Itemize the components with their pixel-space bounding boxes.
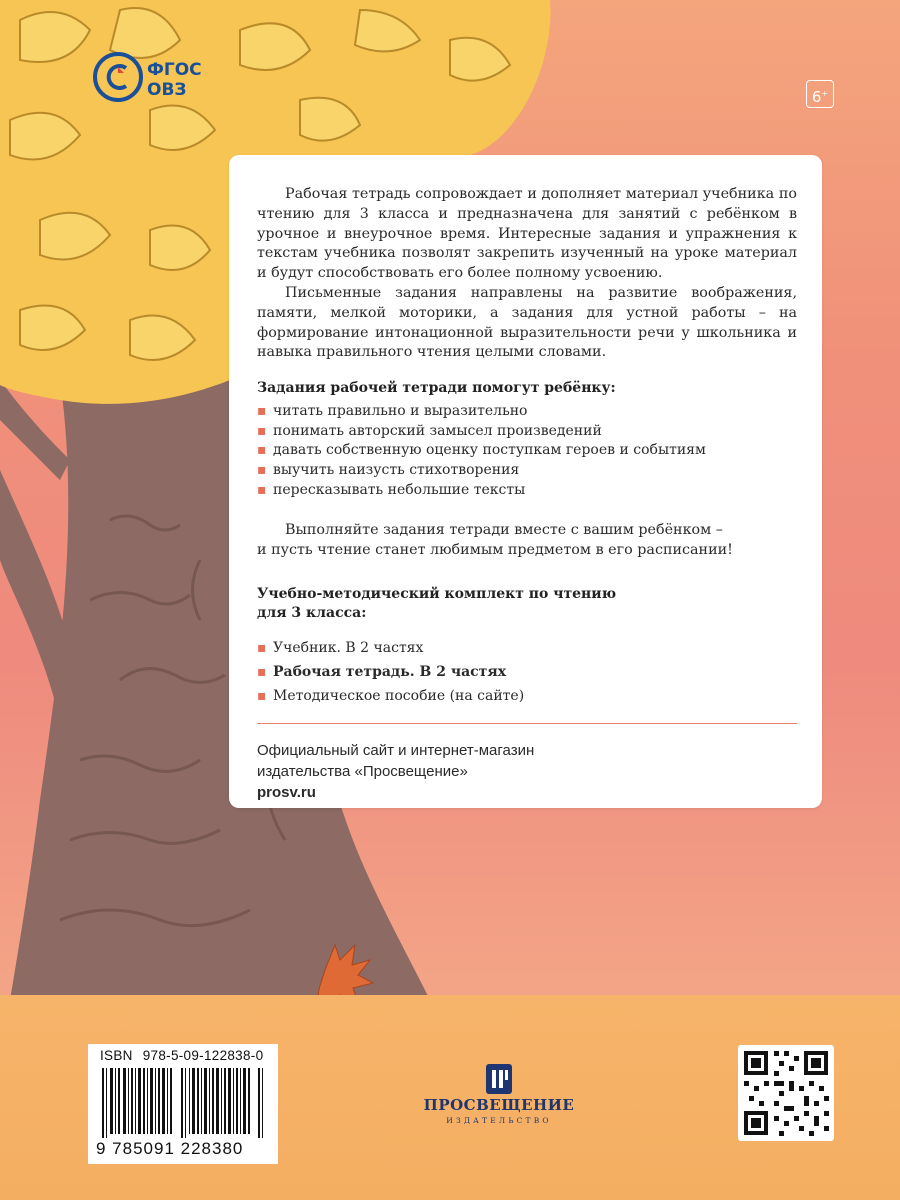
list-item-label: понимать авторский замысел произведений	[273, 422, 602, 439]
bullet-icon: ▪	[257, 688, 267, 704]
publisher-site-info	[257, 740, 534, 803]
bullet-icon: ▪	[257, 403, 267, 419]
fgos-label	[147, 60, 202, 100]
kit-item-label: Методическое пособие (на сайте)	[273, 688, 525, 704]
list-item-label: пересказывать небольшие тексты	[273, 481, 526, 498]
list-item	[257, 441, 706, 461]
publisher-name: ПРОСВЕЩЕНИЕ	[423, 1096, 575, 1114]
publisher-subtitle: ИЗДАТЕЛЬСТВО	[446, 1116, 552, 1125]
list-item	[257, 481, 706, 501]
site-line2: издательства «Просвещение»	[257, 763, 468, 780]
kit-heading-line2: для 3 класса:	[257, 605, 367, 621]
bullet-icon: ▪	[257, 422, 267, 439]
bullet-icon: ▪	[257, 640, 267, 656]
closing-line2: и пусть чтение станет любимым предметом в его расписании!	[257, 542, 733, 558]
bullet-icon: ▪	[257, 664, 267, 680]
qr-code	[738, 1045, 834, 1141]
intro-paragraph: Рабочая тетрадь сопровождает и дополняет материал учебника по чтению для 3 класса и предназначена для занятий с ребёнком в урочное и внеурочное время. Интересные задания и упражнения к текстам учебника позволят закрепить изученный на уроке материал и будут способствовать его более полному усвоению.	[257, 186, 797, 282]
kit-heading-line1: Учебно-методический комплект по чтению	[257, 586, 617, 602]
list-item	[257, 660, 524, 684]
isbn-label: ISBN	[100, 1048, 133, 1063]
list-item-label: давать собственную оценку поступкам героев и событиям	[273, 442, 706, 459]
barcode-digits: 9 785091 228380	[96, 1139, 244, 1158]
isbn-barcode	[88, 1044, 278, 1164]
fgos-logo-icon	[93, 52, 143, 102]
divider	[257, 723, 797, 724]
description-panel	[229, 155, 822, 808]
publisher-emblem-icon	[412, 1062, 586, 1096]
site-url-link[interactable]: prosv.ru	[257, 784, 316, 801]
list-item	[257, 461, 706, 481]
bullet-icon: ▪	[257, 481, 267, 498]
age-rating-badge	[806, 80, 834, 108]
kit-heading	[257, 585, 616, 623]
list-item	[257, 636, 524, 660]
fgos-line2: ОВЗ	[147, 80, 187, 100]
fgos-line1: ФГОС	[147, 60, 202, 80]
list-item	[257, 422, 706, 442]
list-item	[257, 684, 524, 708]
publisher-logo	[412, 1062, 586, 1142]
bullet-icon: ▪	[257, 462, 267, 479]
help-heading: Задания рабочей тетради помогут ребёнку:	[257, 380, 616, 396]
list-item-label: выучить наизусть стихотворения	[273, 462, 520, 479]
kit-item-label: Рабочая тетрадь. В 2 частях	[273, 664, 507, 680]
site-line1: Официальный сайт и интернет-магазин	[257, 742, 535, 759]
help-list	[257, 402, 706, 501]
kit-item-label: Учебник. В 2 частях	[273, 640, 424, 656]
age-plus: +	[821, 89, 829, 98]
list-item	[257, 402, 706, 422]
fgos-badge	[93, 52, 213, 112]
kit-list	[257, 636, 524, 708]
bullet-icon: ▪	[257, 442, 267, 459]
qr-code-icon	[738, 1045, 834, 1141]
closing-line1: Выполняйте задания тетради вместе с вашим ребёнком –	[285, 522, 723, 538]
tasks-paragraph: Письменные задания направлены на развитие воображения, памяти, мелкой моторики, а задания для устной работы – на формирование интонационной выразительности речи у школьника и навыка правильного чтения целыми словами.	[257, 285, 797, 361]
closing-paragraph	[257, 520, 797, 560]
age-number: 6	[811, 88, 822, 106]
list-item-label: читать правильно и выразительно	[273, 403, 528, 419]
isbn-number: 978-5-09-122838-0	[142, 1048, 264, 1063]
